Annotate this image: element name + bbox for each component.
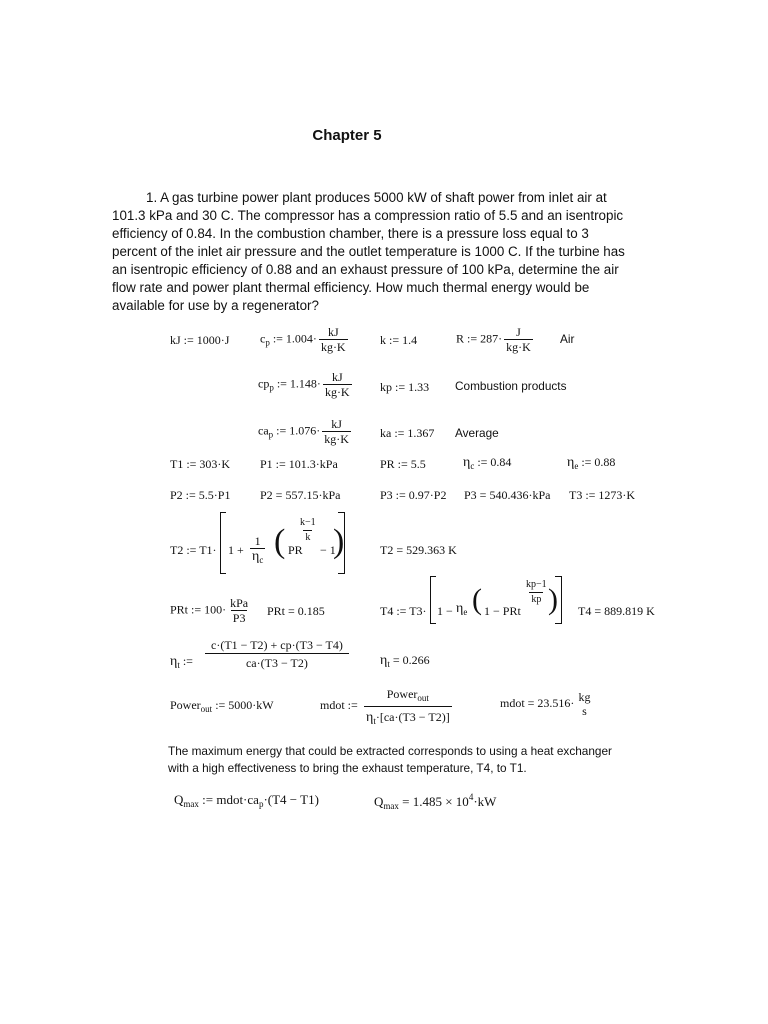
one-minus-prt: 1 − PRt xyxy=(484,604,521,618)
left-bracket-top xyxy=(430,576,436,577)
cap-definition: $ca_p$ := 1.076· $\frac{kJ}{kg\cdot K}$ xyxy=(258,417,349,446)
cpp-symbol: cp xyxy=(258,376,270,391)
left-bracket xyxy=(220,512,222,574)
right-bracket-bottom xyxy=(338,573,344,574)
problem-line: 101.3 kPa and 30 C. The compressor has a compression ratio of 5.5 and an isentropic xyxy=(112,208,624,223)
t2-result: T2 = 529.363 K xyxy=(380,543,457,557)
eta-t-fraction xyxy=(205,637,349,672)
t2-lhs: T2 := T1· xyxy=(170,543,217,557)
eta-t-lhs: $\eta_t$ := xyxy=(170,654,193,670)
cp-subscript: p xyxy=(265,337,270,348)
r-unit: $\frac{J}{kg\cdot K}$ xyxy=(506,325,531,354)
one-minus: 1 − xyxy=(437,604,453,618)
mdot-fraction xyxy=(364,686,452,731)
exponent: $\frac{k-1}{k}$ xyxy=(300,517,316,543)
prt-definition: PRt := 100· $\frac{\text{kPa}}{P3}$ xyxy=(170,596,249,625)
mdot-lhs: mdot := xyxy=(320,698,358,712)
max-energy-note xyxy=(168,743,612,777)
p1-definition: P1 := 101.3·kPa xyxy=(260,457,338,471)
r-value: R := 287· xyxy=(456,331,503,346)
minus-one: − 1 xyxy=(320,543,336,557)
mdot-result: mdot = 23.516· kg s xyxy=(500,690,591,718)
exponent: $\frac{kp-1}{kp}$ xyxy=(526,579,547,605)
right-bracket-top xyxy=(338,512,344,513)
cp-value: := 1.004· xyxy=(272,331,317,346)
problem-line: 1. A gas turbine power plant produces 5000 kW of shaft power from inlet air at xyxy=(146,190,607,205)
one-plus: 1 + xyxy=(228,543,244,557)
left-bracket-top xyxy=(220,512,226,513)
left-bracket-bottom xyxy=(430,623,436,624)
left-bracket-bottom xyxy=(220,573,226,574)
qmax-result: $Q_{max} = 1.485 \times 10^4\cdot kW$ xyxy=(374,792,497,811)
p3-result: P3 = 540.436·kPa xyxy=(464,488,551,502)
qmax-definition: $Q_{max}$ := $mdot\cdot ca_p\cdot(T4 - T1)$ xyxy=(174,792,319,809)
p2-definition: P2 := 5.5·P1 xyxy=(170,488,231,502)
k-definition: k := 1.4 xyxy=(380,333,418,347)
t1-definition: T1 := 303·K xyxy=(170,457,231,471)
problem-line: available for use by a regenerator? xyxy=(112,298,319,313)
eta-e: $\eta_e$ xyxy=(456,601,468,617)
cap-symbol: ca xyxy=(258,423,269,438)
eta-e-definition: $\eta_e$ := 0.88 xyxy=(567,455,616,471)
eta-c-definition: $\eta_c$ := 0.84 xyxy=(463,455,512,471)
label-combustion-products: Combustion products xyxy=(455,379,567,393)
note-line: with a high effectiveness to bring the exhaust temperature, T4, to T1. xyxy=(168,761,527,775)
p3-definition: P3 := 0.97·P2 xyxy=(380,488,447,502)
p2-result: P2 = 557.15·kPa xyxy=(260,488,341,502)
left-bracket xyxy=(430,576,432,624)
cp-symbol: c xyxy=(260,331,266,346)
eta-t-denominator: ca·(T3 − T2) xyxy=(205,653,349,672)
r-definition xyxy=(456,325,535,354)
right-bracket-top xyxy=(555,576,561,577)
cpp-unit: $\frac{kJ}{kg\cdot K}$ xyxy=(324,370,350,399)
kp-definition: kp := 1.33 xyxy=(380,380,430,394)
t3-definition: T3 := 1273·K xyxy=(569,488,636,502)
problem-line: percent of the inlet air pressure and the outlet temperature is 1000 C. If the turbine has xyxy=(112,244,625,259)
right-bracket-bottom xyxy=(555,623,561,624)
prt-result: PRt = 0.185 xyxy=(267,604,325,618)
close-paren: ) xyxy=(548,583,558,616)
kj-definition: kJ := 1000·J xyxy=(170,333,230,347)
eta-symbol: η xyxy=(567,455,575,470)
cap-unit: $\frac{kJ}{kg\cdot K}$ xyxy=(324,417,349,446)
problem-line: efficiency of 0.84. In the combustion chamber, there is a pressure loss equal to 3 xyxy=(112,226,589,241)
cp-definition xyxy=(260,325,350,354)
right-bracket xyxy=(344,512,346,574)
pr-base: PR xyxy=(288,543,303,557)
t4-lhs: T4 := T3· xyxy=(380,604,427,618)
right-bracket xyxy=(561,576,563,624)
problem-line: an isentropic efficiency of 0.88 and an exhaust pressure of 100 kPa, determine the air xyxy=(112,262,619,277)
mdot-numerator: Power$_{out}$ xyxy=(386,687,429,703)
close-paren: ) xyxy=(333,523,345,560)
eta-t-result: $\eta_t = 0.266$ xyxy=(380,653,430,669)
label-average: Average xyxy=(455,426,499,440)
note-line: The maximum energy that could be extracted corresponds to using a heat exchanger xyxy=(168,744,612,758)
cp-unit: $\frac{kJ}{kg\cdot K}$ xyxy=(320,325,346,354)
problem-line: flow rate and power plant thermal efficiency. How much thermal energy would be xyxy=(112,280,590,295)
label-air: Air xyxy=(560,332,575,346)
eta-t-numerator: c·(T1 − T2) + cp·(T3 − T4) xyxy=(211,638,343,652)
cpp-definition: $cp_p$ := 1.148· $\frac{kJ}{kg\cdot K}$ xyxy=(258,370,350,399)
open-paren: ( xyxy=(472,583,482,616)
problem-statement xyxy=(112,189,652,315)
pr-definition: PR := 5.5 xyxy=(380,457,426,471)
t4-result: T4 = 889.819 K xyxy=(578,604,655,618)
open-paren: ( xyxy=(274,523,286,560)
mdot-denominator: $\eta_t\cdot[ca\cdot(T3 - T2)]$ xyxy=(364,706,452,731)
eta-c-fraction: $\frac{1}{\eta_c}$ xyxy=(252,534,264,565)
page-title: Chapter 5 xyxy=(312,127,382,144)
eta-symbol: η xyxy=(463,455,471,470)
power-out-definition: Power$_{out}$ := 5000·kW xyxy=(170,698,274,714)
ka-definition: ka := 1.367 xyxy=(380,426,435,440)
